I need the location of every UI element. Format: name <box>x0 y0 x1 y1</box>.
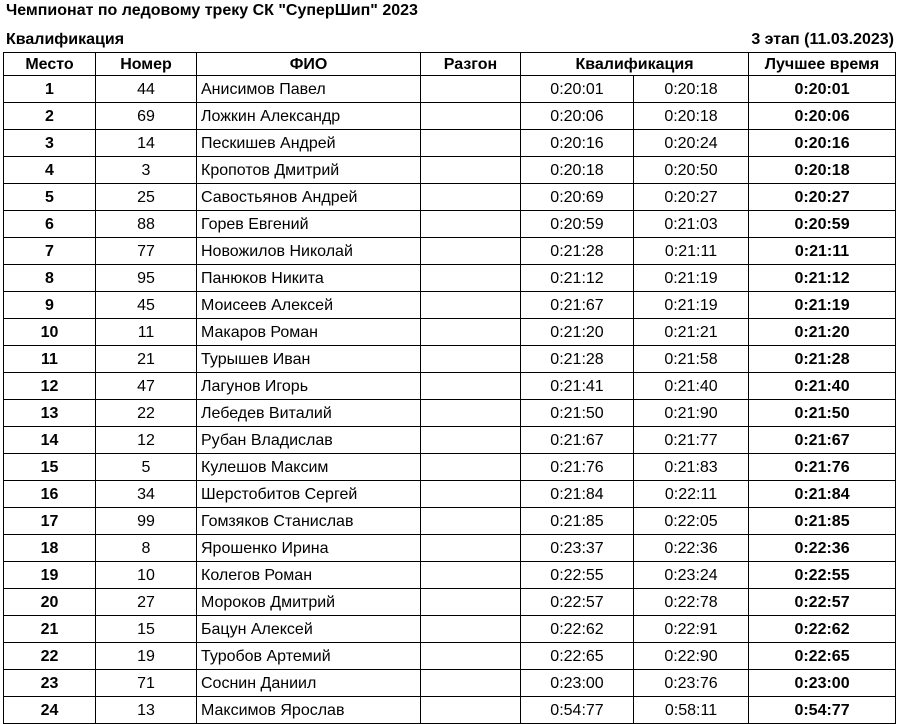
results-body <box>4 76 896 724</box>
cell-lap1: 0:20:59 <box>521 211 634 238</box>
table-row <box>4 562 896 589</box>
cell-best-time: 0:21:40 <box>749 373 896 400</box>
cell-lap2: 0:20:18 <box>634 103 749 130</box>
cell-name: Кулешов Максим <box>197 454 421 481</box>
cell-lap2: 0:21:19 <box>634 265 749 292</box>
cell-best-time: 0:20:59 <box>749 211 896 238</box>
cell-lap2: 0:22:05 <box>634 508 749 535</box>
table-row <box>4 211 896 238</box>
table-row <box>4 535 896 562</box>
cell-number: 3 <box>96 157 197 184</box>
cell-place: 2 <box>4 103 96 130</box>
cell-best-time: 0:22:36 <box>749 535 896 562</box>
cell-lap1: 0:21:28 <box>521 238 634 265</box>
cell-warmup <box>421 589 521 616</box>
cell-number: 25 <box>96 184 197 211</box>
cell-name: Туробов Артемий <box>197 643 421 670</box>
cell-lap1: 0:20:06 <box>521 103 634 130</box>
cell-lap1: 0:21:84 <box>521 481 634 508</box>
table-row <box>4 508 896 535</box>
cell-name: Пескишев Андрей <box>197 130 421 157</box>
table-row <box>4 76 896 103</box>
cell-place: 18 <box>4 535 96 562</box>
cell-number: 44 <box>96 76 197 103</box>
cell-lap2: 0:21:19 <box>634 292 749 319</box>
table-row <box>4 481 896 508</box>
cell-lap2: 0:20:24 <box>634 130 749 157</box>
cell-number: 12 <box>96 427 197 454</box>
cell-lap1: 0:21:67 <box>521 427 634 454</box>
cell-lap1: 0:20:16 <box>521 130 634 157</box>
header-place: Место <box>4 53 96 76</box>
cell-lap1: 0:23:00 <box>521 670 634 697</box>
subtitle-row <box>6 29 894 51</box>
cell-name: Ложкин Александр <box>197 103 421 130</box>
cell-lap1: 0:23:37 <box>521 535 634 562</box>
table-row <box>4 616 896 643</box>
cell-warmup <box>421 130 521 157</box>
table-row <box>4 103 896 130</box>
table-row <box>4 184 896 211</box>
table-row <box>4 265 896 292</box>
cell-warmup <box>421 184 521 211</box>
cell-lap2: 0:22:78 <box>634 589 749 616</box>
cell-number: 27 <box>96 589 197 616</box>
cell-lap2: 0:23:76 <box>634 670 749 697</box>
cell-warmup <box>421 76 521 103</box>
cell-place: 17 <box>4 508 96 535</box>
cell-lap2: 0:21:40 <box>634 373 749 400</box>
cell-name: Гомзяков Станислав <box>197 508 421 535</box>
cell-place: 1 <box>4 76 96 103</box>
table-row <box>4 697 896 724</box>
cell-lap2: 0:21:90 <box>634 400 749 427</box>
cell-name: Анисимов Павел <box>197 76 421 103</box>
cell-place: 9 <box>4 292 96 319</box>
cell-number: 69 <box>96 103 197 130</box>
table-row <box>4 157 896 184</box>
table-row <box>4 346 896 373</box>
cell-place: 24 <box>4 697 96 724</box>
cell-name: Лебедев Виталий <box>197 400 421 427</box>
cell-lap1: 0:20:69 <box>521 184 634 211</box>
cell-number: 99 <box>96 508 197 535</box>
cell-lap1: 0:21:28 <box>521 346 634 373</box>
cell-lap1: 0:22:57 <box>521 589 634 616</box>
cell-place: 4 <box>4 157 96 184</box>
cell-warmup <box>421 211 521 238</box>
cell-lap1: 0:21:12 <box>521 265 634 292</box>
cell-name: Макаров Роман <box>197 319 421 346</box>
table-row <box>4 427 896 454</box>
cell-name: Ярошенко Ирина <box>197 535 421 562</box>
cell-name: Лагунов Игорь <box>197 373 421 400</box>
cell-name: Горев Евгений <box>197 211 421 238</box>
results-table <box>3 52 896 724</box>
cell-best-time: 0:21:11 <box>749 238 896 265</box>
cell-name: Рубан Владислав <box>197 427 421 454</box>
cell-place: 5 <box>4 184 96 211</box>
cell-name: Шерстобитов Сергей <box>197 481 421 508</box>
cell-lap2: 0:20:50 <box>634 157 749 184</box>
cell-best-time: 0:20:01 <box>749 76 896 103</box>
header-row <box>4 53 896 76</box>
cell-number: 95 <box>96 265 197 292</box>
cell-lap2: 0:58:11 <box>634 697 749 724</box>
cell-place: 20 <box>4 589 96 616</box>
cell-best-time: 0:21:20 <box>749 319 896 346</box>
cell-name: Турышев Иван <box>197 346 421 373</box>
cell-warmup <box>421 346 521 373</box>
cell-number: 21 <box>96 346 197 373</box>
cell-best-time: 0:22:62 <box>749 616 896 643</box>
cell-best-time: 0:23:00 <box>749 670 896 697</box>
cell-warmup <box>421 670 521 697</box>
cell-name: Новожилов Николай <box>197 238 421 265</box>
cell-number: 88 <box>96 211 197 238</box>
cell-name: Савостьянов Андрей <box>197 184 421 211</box>
cell-warmup <box>421 373 521 400</box>
cell-warmup <box>421 103 521 130</box>
cell-number: 11 <box>96 319 197 346</box>
cell-best-time: 0:20:27 <box>749 184 896 211</box>
table-row <box>4 670 896 697</box>
table-row <box>4 400 896 427</box>
cell-place: 22 <box>4 643 96 670</box>
cell-name: Максимов Ярослав <box>197 697 421 724</box>
cell-lap2: 0:20:27 <box>634 184 749 211</box>
cell-number: 22 <box>96 400 197 427</box>
cell-lap2: 0:21:58 <box>634 346 749 373</box>
cell-lap2: 0:21:83 <box>634 454 749 481</box>
cell-number: 77 <box>96 238 197 265</box>
cell-warmup <box>421 508 521 535</box>
cell-best-time: 0:54:77 <box>749 697 896 724</box>
cell-name: Панюков Никита <box>197 265 421 292</box>
cell-best-time: 0:21:28 <box>749 346 896 373</box>
cell-best-time: 0:21:85 <box>749 508 896 535</box>
table-row <box>4 643 896 670</box>
cell-lap2: 0:23:24 <box>634 562 749 589</box>
cell-best-time: 0:21:76 <box>749 454 896 481</box>
cell-place: 6 <box>4 211 96 238</box>
cell-lap1: 0:21:20 <box>521 319 634 346</box>
cell-lap1: 0:20:01 <box>521 76 634 103</box>
cell-place: 14 <box>4 427 96 454</box>
cell-lap2: 0:21:21 <box>634 319 749 346</box>
table-row <box>4 319 896 346</box>
cell-lap1: 0:54:77 <box>521 697 634 724</box>
stage-date-label: 3 этап (11.03.2023) <box>751 31 894 48</box>
cell-warmup <box>421 427 521 454</box>
cell-warmup <box>421 562 521 589</box>
cell-number: 47 <box>96 373 197 400</box>
cell-lap2: 0:22:90 <box>634 643 749 670</box>
cell-number: 15 <box>96 616 197 643</box>
cell-warmup <box>421 616 521 643</box>
header-best-time: Лучшее время <box>749 53 896 76</box>
cell-number: 10 <box>96 562 197 589</box>
cell-lap1: 0:21:50 <box>521 400 634 427</box>
cell-lap2: 0:21:11 <box>634 238 749 265</box>
cell-best-time: 0:21:12 <box>749 265 896 292</box>
cell-place: 12 <box>4 373 96 400</box>
cell-place: 23 <box>4 670 96 697</box>
cell-warmup <box>421 697 521 724</box>
cell-number: 34 <box>96 481 197 508</box>
cell-name: Кропотов Дмитрий <box>197 157 421 184</box>
cell-lap2: 0:20:18 <box>634 76 749 103</box>
cell-place: 15 <box>4 454 96 481</box>
table-row <box>4 589 896 616</box>
cell-best-time: 0:21:19 <box>749 292 896 319</box>
cell-warmup <box>421 481 521 508</box>
cell-lap1: 0:22:65 <box>521 643 634 670</box>
table-row <box>4 130 896 157</box>
header-warmup: Разгон <box>421 53 521 76</box>
cell-best-time: 0:21:50 <box>749 400 896 427</box>
stage-type-label: Квалификация <box>6 31 125 48</box>
cell-place: 21 <box>4 616 96 643</box>
cell-place: 16 <box>4 481 96 508</box>
cell-lap1: 0:21:67 <box>521 292 634 319</box>
cell-warmup <box>421 157 521 184</box>
cell-lap2: 0:21:03 <box>634 211 749 238</box>
cell-lap2: 0:22:36 <box>634 535 749 562</box>
cell-lap2: 0:22:11 <box>634 481 749 508</box>
cell-best-time: 0:22:57 <box>749 589 896 616</box>
cell-number: 8 <box>96 535 197 562</box>
cell-best-time: 0:22:65 <box>749 643 896 670</box>
header-name: ФИО <box>197 53 421 76</box>
table-row <box>4 373 896 400</box>
cell-place: 13 <box>4 400 96 427</box>
cell-warmup <box>421 238 521 265</box>
cell-best-time: 0:22:55 <box>749 562 896 589</box>
cell-warmup <box>421 292 521 319</box>
cell-number: 45 <box>96 292 197 319</box>
cell-place: 10 <box>4 319 96 346</box>
document-title: Чемпионат по ледовому треку СК "СуперШип" 2023 <box>6 2 418 19</box>
cell-best-time: 0:21:67 <box>749 427 896 454</box>
cell-best-time: 0:20:06 <box>749 103 896 130</box>
cell-warmup <box>421 400 521 427</box>
cell-warmup <box>421 454 521 481</box>
cell-lap1: 0:21:85 <box>521 508 634 535</box>
cell-lap1: 0:22:55 <box>521 562 634 589</box>
cell-place: 3 <box>4 130 96 157</box>
cell-name: Бацун Алексей <box>197 616 421 643</box>
cell-name: Колегов Роман <box>197 562 421 589</box>
table-row <box>4 238 896 265</box>
cell-name: Мороков Дмитрий <box>197 589 421 616</box>
cell-place: 19 <box>4 562 96 589</box>
cell-warmup <box>421 643 521 670</box>
cell-warmup <box>421 535 521 562</box>
cell-place: 7 <box>4 238 96 265</box>
table-row <box>4 292 896 319</box>
cell-number: 19 <box>96 643 197 670</box>
cell-best-time: 0:21:84 <box>749 481 896 508</box>
header-qualification: Квалификация <box>521 53 749 76</box>
cell-lap2: 0:21:77 <box>634 427 749 454</box>
cell-lap2: 0:22:91 <box>634 616 749 643</box>
header-number: Номер <box>96 53 197 76</box>
cell-number: 5 <box>96 454 197 481</box>
cell-number: 71 <box>96 670 197 697</box>
cell-lap1: 0:20:18 <box>521 157 634 184</box>
cell-place: 8 <box>4 265 96 292</box>
cell-best-time: 0:20:18 <box>749 157 896 184</box>
cell-warmup <box>421 265 521 292</box>
cell-name: Соснин Даниил <box>197 670 421 697</box>
cell-number: 13 <box>96 697 197 724</box>
cell-best-time: 0:20:16 <box>749 130 896 157</box>
cell-lap1: 0:21:41 <box>521 373 634 400</box>
cell-warmup <box>421 319 521 346</box>
cell-name: Моисеев Алексей <box>197 292 421 319</box>
cell-number: 14 <box>96 130 197 157</box>
cell-lap1: 0:22:62 <box>521 616 634 643</box>
cell-lap1: 0:21:76 <box>521 454 634 481</box>
table-row <box>4 454 896 481</box>
cell-place: 11 <box>4 346 96 373</box>
